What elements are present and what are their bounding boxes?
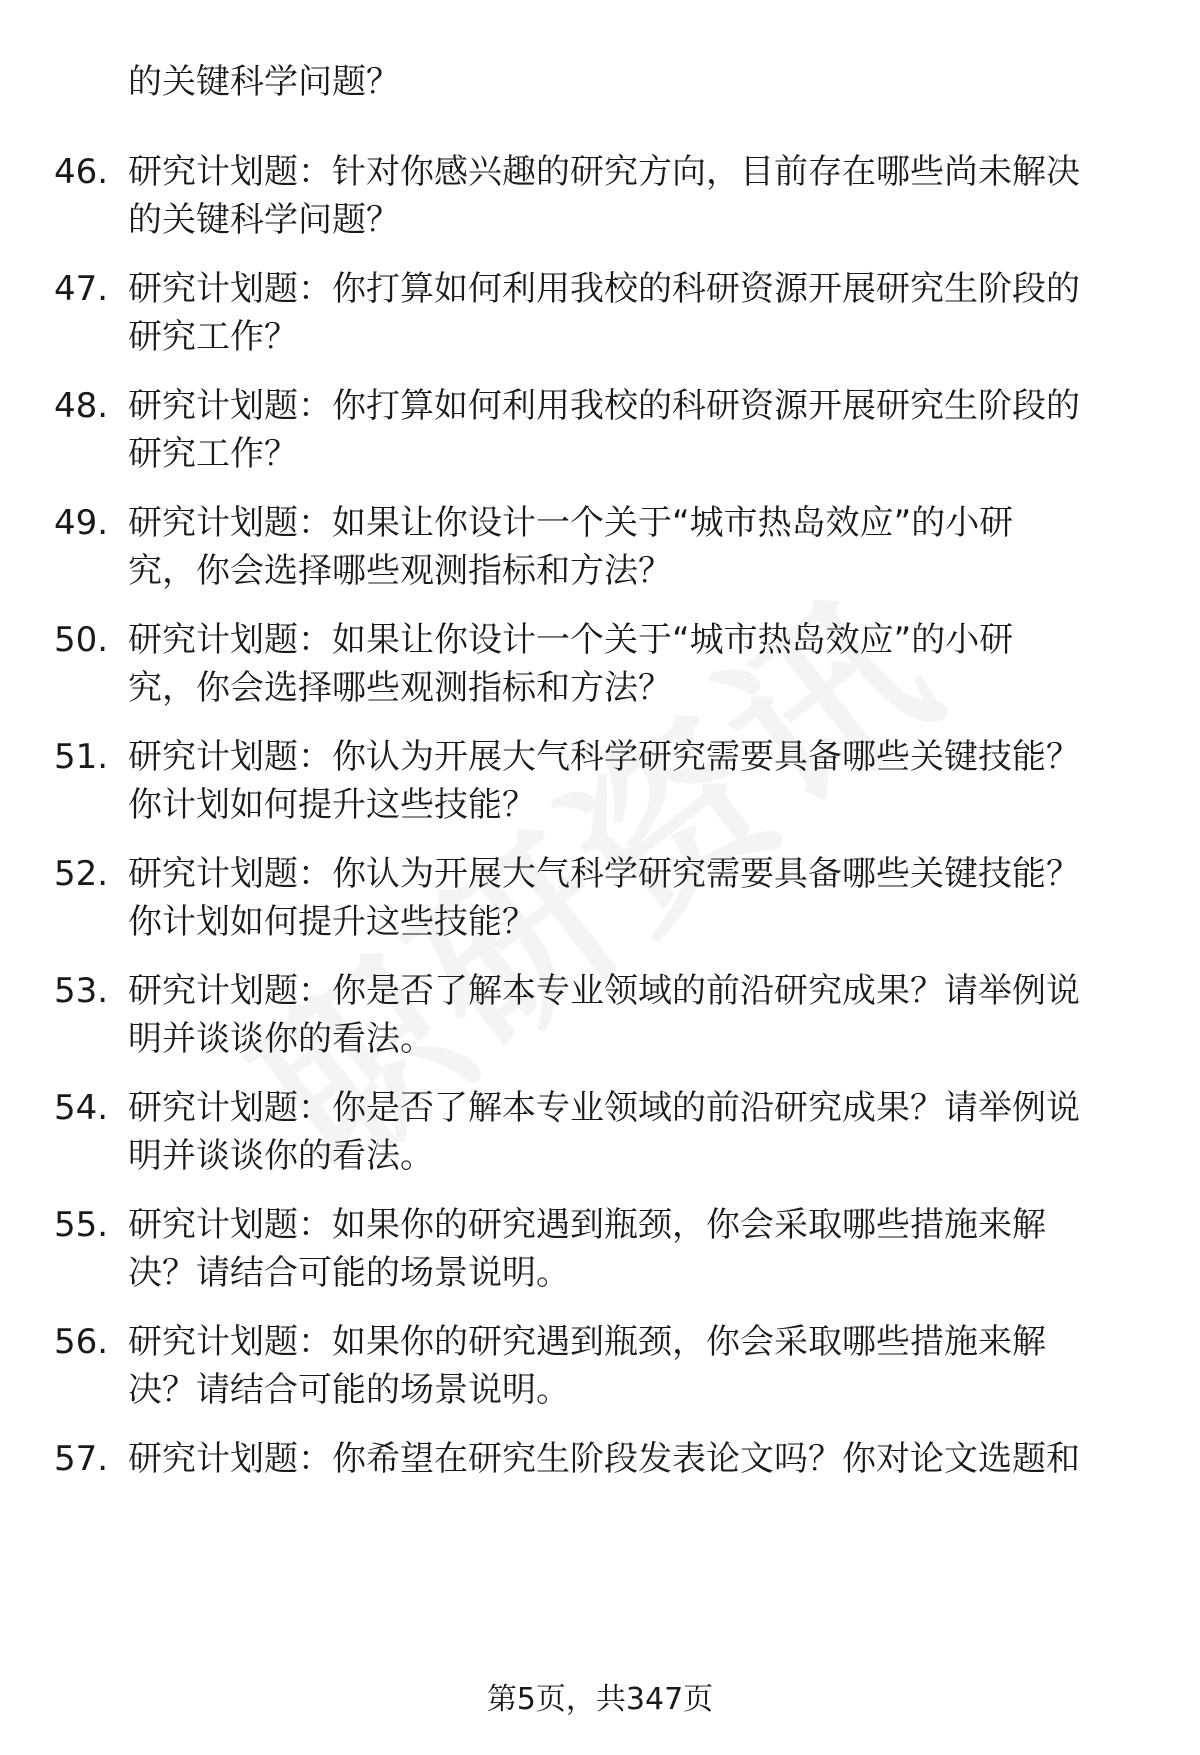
list-item	[0, 1435, 1200, 1535]
question-text-line: 决？请结合可能的场景说明。	[128, 1370, 570, 1410]
question-text-line: 究，你会选择哪些观测指标和方法？	[128, 551, 672, 591]
question-number: 57.	[54, 1439, 109, 1479]
list-item	[0, 265, 1200, 365]
question-number: 56.	[54, 1322, 109, 1362]
question-text-line: 研究计划题：如果让你设计一个关于“城市热岛效应”的小研	[128, 503, 1014, 543]
list-item	[0, 850, 1200, 950]
question-text-line: 的关键科学问题？	[128, 200, 400, 240]
list-item	[0, 733, 1200, 833]
question-number: 48.	[54, 386, 109, 426]
list-item	[0, 1084, 1200, 1184]
question-number: 54.	[54, 1088, 109, 1128]
question-text-line: 研究计划题：如果你的研究遇到瓶颈，你会采取哪些措施来解	[128, 1205, 1046, 1245]
question-text-line: 决？请结合可能的场景说明。	[128, 1253, 570, 1293]
question-text-line: 研究工作？	[128, 434, 298, 474]
question-number: 53.	[54, 971, 109, 1011]
list-item	[0, 499, 1200, 599]
question-text-line: 研究计划题：你是否了解本专业领域的前沿研究成果？请举例说	[128, 971, 1080, 1011]
question-number: 47.	[54, 269, 109, 309]
question-text-line: 明并谈谈你的看法。	[128, 1136, 434, 1176]
continued-question-fragment: 的关键科学问题？	[128, 62, 400, 102]
question-number: 52.	[54, 854, 109, 894]
question-text-line: 你计划如何提升这些技能？	[128, 785, 536, 825]
question-text-line: 研究计划题：你认为开展大气科学研究需要具备哪些关键技能？	[128, 737, 1080, 777]
question-text-line: 研究计划题：你是否了解本专业领域的前沿研究成果？请举例说	[128, 1088, 1080, 1128]
question-text-line: 研究计划题：你认为开展大气科学研究需要具备哪些关键技能？	[128, 854, 1080, 894]
question-text-line: 研究工作？	[128, 317, 298, 357]
list-item	[0, 148, 1200, 248]
list-item	[0, 1201, 1200, 1301]
question-text-line: 你计划如何提升这些技能？	[128, 902, 536, 942]
question-text-line: 研究计划题：如果让你设计一个关于“城市热岛效应”的小研	[128, 620, 1014, 660]
list-item	[0, 967, 1200, 1067]
question-number: 55.	[54, 1205, 109, 1245]
question-text-line: 研究计划题：针对你感兴趣的研究方向，目前存在哪些尚未解决	[128, 152, 1080, 192]
question-text-line: 研究计划题：你打算如何利用我校的科研资源开展研究生阶段的	[128, 386, 1080, 426]
question-number: 51.	[54, 737, 109, 777]
question-text-line: 研究计划题：如果你的研究遇到瓶颈，你会采取哪些措施来解	[128, 1322, 1046, 1362]
list-item	[0, 382, 1200, 482]
list-item	[0, 616, 1200, 716]
question-text-line: 研究计划题：你打算如何利用我校的科研资源开展研究生阶段的	[128, 269, 1080, 309]
question-number: 49.	[54, 503, 109, 543]
page-number-footer: 第5页，共347页	[486, 1682, 714, 1717]
question-number: 50.	[54, 620, 109, 660]
question-number: 46.	[54, 152, 109, 192]
question-text-line: 究，你会选择哪些观测指标和方法？	[128, 668, 672, 708]
question-text-line: 研究计划题：你希望在研究生阶段发表论文吗？你对论文选题和	[128, 1439, 1080, 1479]
question-text-line: 明并谈谈你的看法。	[128, 1019, 434, 1059]
list-item	[0, 1318, 1200, 1418]
